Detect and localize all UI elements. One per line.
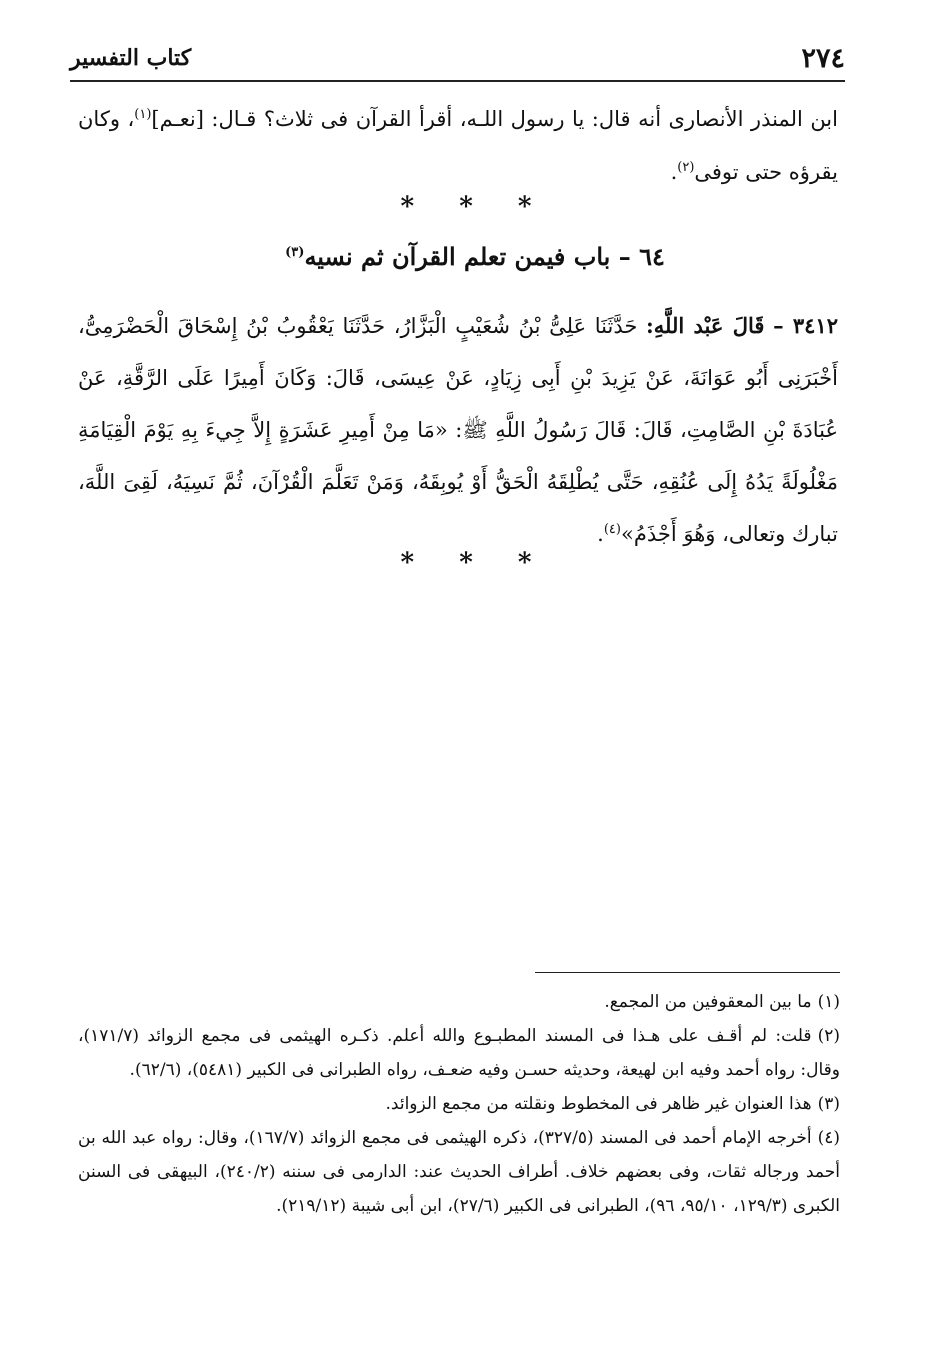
intro-paragraph [78, 93, 838, 199]
footnote-marker: (٣) [817, 1094, 840, 1114]
header-rule [70, 80, 845, 82]
footnote-text: أخرجه الإمام أحمد فى المسند (٣٢٧/٥)، ذكره الهيثمى فى مجمع الزوائد (١٦٧/٧)، وقال: رواه عبد الله بن أحمد ورجاله ثقات، وفى بعضهم خلاف. أطراف الحديث عند: الدارمى فى سننه (٢٤٠/٢)، البيهقى فى السنن الكبرى (١٢٩/٣، ٩٥/١٠، ٩٦)، الطبرانى فى الكبير (٢٧/٦)، ابن أبى شيبة (٢١٩/١٢). [78, 1128, 840, 1216]
footnote-ref-4: (٤) [603, 522, 621, 537]
chapter-heading [0, 242, 950, 271]
footnote-ref-3: (٣) [285, 245, 305, 260]
section-separator-end: * * * [400, 548, 550, 578]
footnote-ref-2: (٢) [677, 160, 695, 175]
hadith-end: . [597, 522, 604, 546]
intro-text-2: ، وكان يقرؤه حتى توفى [78, 107, 838, 184]
hadith-paragraph [78, 300, 838, 560]
footnote-4 [78, 1121, 840, 1223]
footnote-ref-1: (١) [134, 107, 152, 122]
intro-text-3: . [670, 160, 678, 184]
section-separator: * * * [400, 192, 550, 222]
hadith-narrator: قَالَ عَبْد اللَّهِ: [646, 313, 765, 338]
hadith-text: حَدَّثَنَا عَلِىُّ بْنُ شُعَيْبٍ الْبَزَّارُ، حَدَّثَنَا يَعْقُوبُ بْنُ إِسْحَاقَ الْحَضْرَمِىُّ، أَخْبَرَنِى أَبُو عَوَانَةَ، عَنْ يَزِيدَ بْنِ أَبِى زِيَادٍ، عَنْ عِيسَى، قَالَ: وَكَانَ أَمِيرًا عَلَى الرَّقَّةِ، عَنْ عُبَادَةَ بْنِ الصَّامِتِ، قَالَ: قَالَ رَسُولُ اللَّهِ ﷺ: «مَا مِنْ أَمِيرِ عَشَرَةٍ إِلاَّ جِيءَ بِهِ يَوْمَ الْقِيَامَةِ مَغْلُولَةً يَدُهُ إِلَى عُنُقِهِ، حَتَّى يُطْلِقَهُ الْحَقُّ أَوْ يُوبِقَهُ، وَمَنْ تَعَلَّمَ الْقُرْآنَ، ثُمَّ نَسِيَهُ، لَقِىَ اللَّهَ، تبارك وتعالى، وَهُوَ أَجْذَمُ» [78, 314, 838, 546]
footnote-marker: (٢) [817, 1026, 840, 1046]
footnote-marker: (١) [817, 992, 840, 1012]
footnote-2 [78, 1019, 840, 1087]
page-header [70, 40, 845, 76]
footnote-marker: (٤) [817, 1128, 840, 1148]
running-title: كتاب التفسير [70, 45, 192, 71]
footnote-text: ما بين المعقوفين من المجمع. [604, 992, 812, 1012]
hadith-number: ٣٤١٢ – [773, 313, 838, 338]
footnote-text: قلت: لم أقـف على هـذا فى المسند المطبـوع والله أعلم. ذكـره الهيثمى فى مجمع الزوائد (١٧١/٧)، وقال: رواه أحمد وفيه ابن لهيعة، وحديثه حسـن وفيه ضعـف، رواه الطبرانى فى الكبير (٥٤٨١)، (٦٢/٦). [78, 1026, 840, 1080]
intro-text-1: ابن المنذر الأنصارى أنه قال: يا رسول اللـه، أقرأ القرآن فى ثلاث؟ قـال: [نعـم] [151, 107, 838, 131]
chapter-title: ٦٤ – باب فيمن تعلم القرآن ثم نسيه [304, 242, 665, 271]
footnotes [78, 985, 840, 1223]
footnote-1 [78, 985, 840, 1019]
footnote-text: هذا العنوان غير ظاهر فى المخطوط ونقلته من مجمع الزوائد. [385, 1094, 812, 1114]
page-number: ٢٧٤ [801, 42, 845, 74]
footnote-3 [78, 1087, 840, 1121]
footnote-rule [535, 972, 840, 973]
